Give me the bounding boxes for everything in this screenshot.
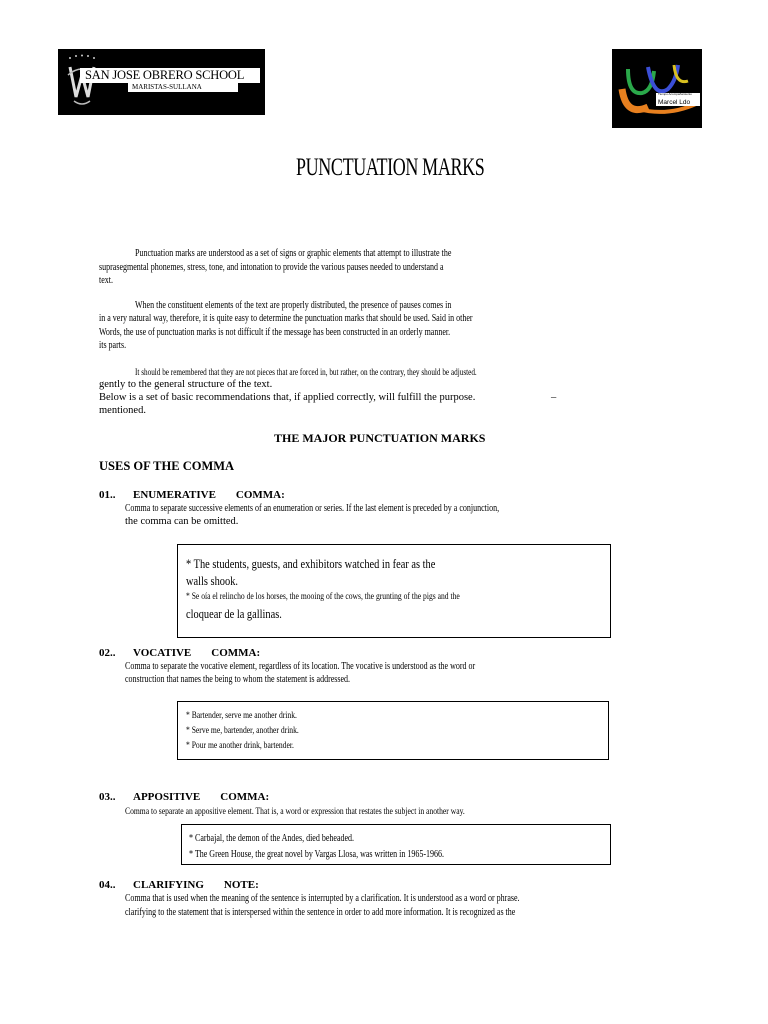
- section-heading-appositive: [99, 790, 269, 804]
- program-tagline: Tiempo Acompañamiento: [658, 92, 692, 96]
- school-name: SAN JOSE OBRERO SCHOOL: [85, 68, 245, 82]
- example-line: cloquear de la gallinas.: [186, 606, 282, 621]
- uses-heading: USES OF THE COMMA: [99, 459, 235, 473]
- example-box-appositive: [181, 824, 611, 865]
- example-box-enumerative: [177, 544, 611, 638]
- section-desc-line: Comma to separate successive elements of an enumeration or series. If the last element is preceded by a conjunction,: [125, 503, 500, 514]
- section-word: NOTE:: [223, 879, 259, 891]
- example-line: * Bartender, serve me another drink.: [186, 711, 297, 721]
- major-heading: THE MAJOR PUNCTUATION MARKS: [274, 431, 486, 445]
- school-subtitle: MARISTAS-SULLANA: [128, 83, 238, 92]
- section-heading-enumerative: [99, 488, 285, 502]
- program-logo-icon: [618, 59, 698, 121]
- section-desc-line: the comma can be omitted.: [125, 516, 239, 527]
- section-desc-line: construction that names the being to whom the statement is addressed.: [125, 674, 351, 685]
- example-line: walls shook.: [186, 573, 238, 588]
- section-desc-line: Comma that is used when the meaning of the sentence is interrupted by a clarification. It is understood as a word or phrase.: [125, 893, 520, 904]
- example-line: * Carbajal, the demon of the Andes, died beheaded.: [189, 833, 355, 844]
- section-number: 03..: [99, 791, 116, 803]
- section-heading-clarifying: [99, 878, 259, 892]
- intro-p2-line: Words, the use of punctuation marks is not difficult if the message has been constructed in an orderly manner.: [99, 327, 451, 338]
- program-caption: Marcel Ldo: [658, 99, 691, 106]
- example-line: * Pour me another drink, bartender.: [186, 741, 294, 751]
- intro-p3-line: It should be remembered that they are not pieces that are forced in, but rather, on the contrary, they should be adjusted.: [135, 367, 477, 377]
- section-number: 02..: [99, 647, 116, 659]
- section-word: COMMA:: [235, 489, 285, 501]
- intro-p1-line: text.: [99, 275, 113, 286]
- section-name: APPOSITIVE: [133, 791, 201, 803]
- section-word: COMMA:: [220, 791, 270, 803]
- section-name: ENUMERATIVE: [133, 489, 216, 501]
- intro-dash: –: [551, 392, 557, 403]
- section-name: VOCATIVE: [133, 647, 192, 659]
- section-number: 04..: [99, 879, 116, 891]
- school-logo: [58, 49, 265, 115]
- section-word: COMMA:: [211, 647, 261, 659]
- section-desc-line: Comma to separate the vocative element, regardless of its location. The vocative is understood as the word or: [125, 661, 476, 672]
- intro-p3-line: gently to the general structure of the text.: [99, 379, 273, 390]
- section-heading-vocative: [99, 646, 260, 660]
- example-line: * Se oía el relincho de los horses, the mooing of the cows, the grunting of the pigs and the: [186, 592, 460, 602]
- section-number: 01..: [99, 489, 116, 501]
- intro-p2-line: its parts.: [99, 340, 127, 351]
- page-title: PUNCTUATION MARKS: [296, 154, 485, 181]
- section-desc-line: clarifying to the statement that is interspersed within the sentence in order to add more information. It is recognized as the: [125, 907, 516, 918]
- example-box-vocative: [177, 701, 609, 760]
- section-desc-line: Comma to separate an appositive element. That is, a word or expression that restates the subject in another way.: [125, 807, 465, 817]
- intro-p1-line: Punctuation marks are understood as a set of signs or graphic elements that attempt to illustrate the: [135, 248, 452, 259]
- example-line: * The Green House, the great novel by Vargas Llosa, was written in 1965-1966.: [189, 849, 445, 860]
- intro-p3-line: Below is a set of basic recommendations that, if applied correctly, will fulfill the purpose.: [99, 392, 476, 403]
- section-name: CLARIFYING: [133, 879, 204, 891]
- intro-p2-line: When the constituent elements of the text are properly distributed, the presence of pauses comes in: [135, 300, 452, 311]
- intro-p2-line: in a very natural way, therefore, it is quite easy to determine the punctuation marks that should be used. Said in other: [99, 313, 473, 324]
- example-line: * Serve me, bartender, another drink.: [186, 726, 299, 736]
- program-logo: [612, 49, 702, 128]
- intro-p3-line: mentioned.: [99, 405, 146, 416]
- example-line: * The students, guests, and exhibitors watched in fear as the: [186, 556, 436, 571]
- intro-p1-line: suprasegmental phonemes, stress, tone, and intonation to provide the various pauses needed to understand a: [99, 262, 444, 273]
